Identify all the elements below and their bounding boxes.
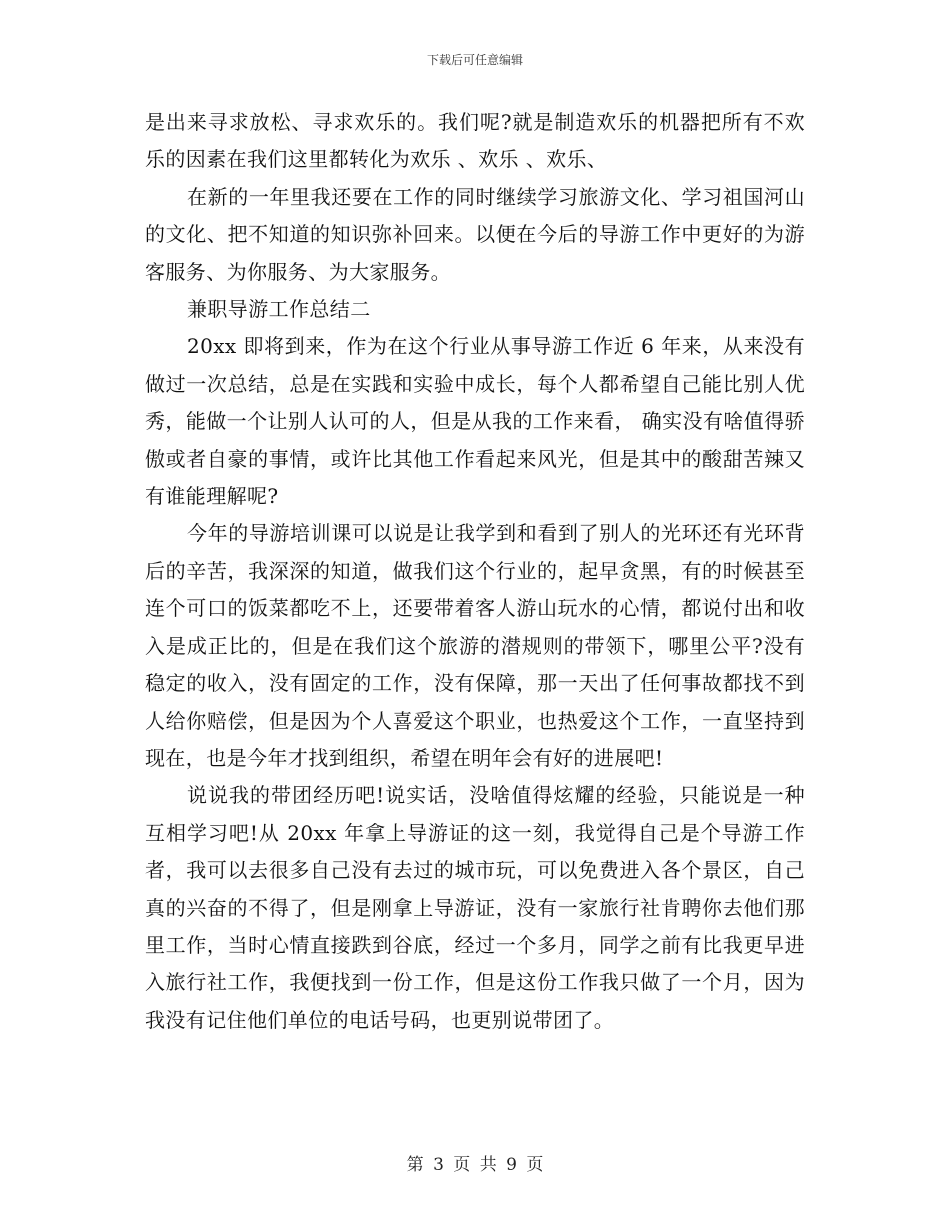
paragraph: 在新的一年里我还要在工作的同时继续学习旅游文化、学习祖国河山的文化、把不知道的知识弥补回来。以便在今后的导游工作中更好的为游客服务、为你服务、为大家服务。 <box>145 184 805 284</box>
page-number-footer: 第 3 页 共 9 页 <box>406 1155 544 1175</box>
paragraph: 今年的导游培训课可以说是让我学到和看到了别人的光环还有光环背后的辛苦，我深深的知道，做我们这个行业的，起早贪黑，有的时候甚至连个可口的饭菜都吃不上，还要带着客人游山玩水的心情，都说付出和收入是成正比的，但是在我们这个旅游的潜规则的带领下，哪里公平?没有稳定的收入，没有固定的工作，没有保障，那一天出了任何事故都找不到人给你赔偿，但是因为个人喜爱这个职业，也热爱这个工作，一直坚持到现在，也是今年才找到组织，希望在明年会有好的进展吧! <box>145 521 805 770</box>
paragraph-continuation: 是出来寻求放松、寻求欢乐的。我们呢?就是制造欢乐的机器把所有不欢乐的因素在我们这里都转化为欢乐 、欢乐 、欢乐、 <box>145 110 805 172</box>
section-heading: 兼职导游工作总结二 <box>187 297 371 322</box>
paragraph: 20xx 即将到来，作为在这个行业从事导游工作近 6 年来，从来没有做过一次总结，总是在实践和实验中成长，每个人都希望自己能比别人优秀，能做一个让别人认可的人，但是从我的工作来看， 确实没有啥值得骄傲或者自豪的事情，或许比其他工作看起来风光，但是其中的酸甜苦辣又有谁能理解呢? <box>145 334 805 509</box>
document-body <box>145 104 805 1039</box>
paragraph: 说说我的带团经历吧!说实话，没啥值得炫耀的经验，只能说是一种互相学习吧!从 20xx 年拿上导游证的这一刻，我觉得自己是个导游工作者，我可以去很多自己没有去过的城市玩，可以免费进入各个景区，自己真的兴奋的不得了，但是刚拿上导游证，没有一家旅行社肯聘你去他们那里工作，当时心情直接跌到谷底，经过一个多月，同学之前有比我更早进入旅行社工作，我便找到一份工作，但是这份工作我只做了一个月，因为我没有记住他们单位的电话号码，也更别说带团了。 <box>145 783 805 1032</box>
page-header: 下载后可任意编辑 <box>426 53 523 67</box>
